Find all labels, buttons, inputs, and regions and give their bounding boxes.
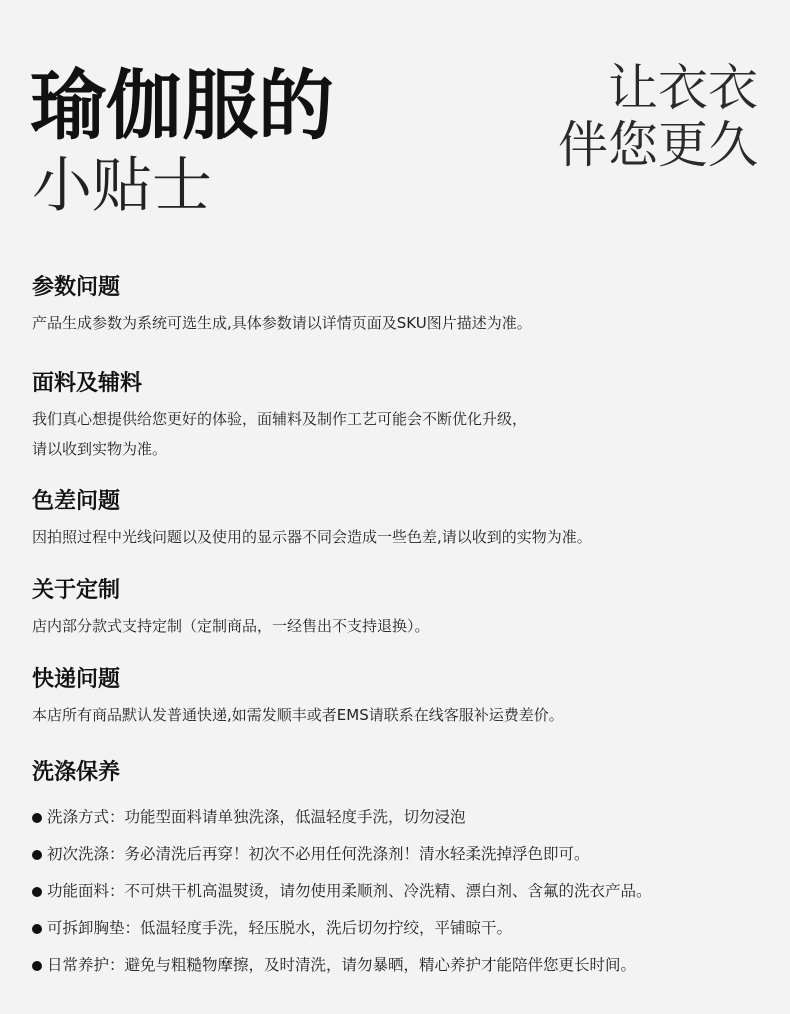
section-text: 产品生成参数为系统可选生成,具体参数请以详情页面及SKU图片描述为准。	[32, 314, 532, 332]
page-subtitle: 小贴士	[32, 151, 212, 221]
care-item-text: 可拆卸胸垫：低温轻度手洗，轻压脱水，洗后切勿拧绞，平铺晾干。	[47, 919, 513, 937]
section-color-difference	[32, 482, 592, 552]
list-item	[32, 873, 652, 910]
section-delivery	[32, 660, 564, 730]
list-item	[32, 947, 652, 984]
care-item-text: 洗涤方式：功能型面料请单独洗涤，低温轻度手洗，切勿浸泡	[47, 808, 466, 826]
section-parameters	[32, 268, 532, 338]
bullet-dot-icon	[32, 924, 42, 934]
list-item	[32, 836, 652, 873]
page-title: 瑜伽服的	[30, 61, 334, 150]
care-item-text: 功能面料：不可烘干机高温熨烫，请勿使用柔顺剂、冷洗精、漂白剂、含氟的洗衣产品。	[47, 882, 652, 900]
bullet-dot-icon	[32, 813, 42, 823]
section-customization	[32, 571, 430, 641]
bullet-dot-icon	[32, 961, 42, 971]
bullet-dot-icon	[32, 850, 42, 860]
bullet-dot-icon	[32, 887, 42, 897]
section-title: 色差问题	[32, 489, 121, 514]
list-item	[32, 910, 652, 947]
section-title: 面料及辅料	[32, 371, 143, 396]
section-title: 洗涤保养	[32, 760, 121, 785]
section-text: 我们真心想提供给您更好的体验，面辅料及制作工艺可能会不断优化升级，	[32, 410, 528, 428]
section-text: 因拍照过程中光线问题以及使用的显示器不同会造成一些色差,请以收到的实物为准。	[32, 528, 592, 546]
header	[0, 0, 790, 260]
section-care	[32, 753, 652, 984]
care-item-text: 日常养护：避免与粗糙物摩擦，及时清洗，请勿暴晒，精心养护才能陪伴您更长时间。	[47, 956, 637, 974]
slogan-line-1: 让衣衣	[608, 59, 758, 117]
section-fabric	[32, 364, 527, 464]
section-text: 店内部分款式支持定制（定制商品，一经售出不支持退换）。	[32, 617, 430, 635]
section-text: 本店所有商品默认发普通快递,如需发顺丰或者EMS请联系在线客服补运费差价。	[32, 706, 564, 724]
list-item	[32, 799, 652, 836]
section-title: 关于定制	[32, 578, 121, 603]
care-list	[32, 799, 652, 984]
section-title: 参数问题	[32, 275, 121, 300]
section-text: 请以收到实物为准。	[32, 440, 168, 458]
slogan-line-2: 伴您更久	[558, 116, 758, 174]
slogan	[558, 60, 758, 174]
care-item-text: 初次洗涤：务必清洗后再穿！初次不必用任何洗涤剂！清水轻柔洗掉浮色即可。	[47, 845, 590, 863]
section-title: 快递问题	[32, 667, 121, 692]
